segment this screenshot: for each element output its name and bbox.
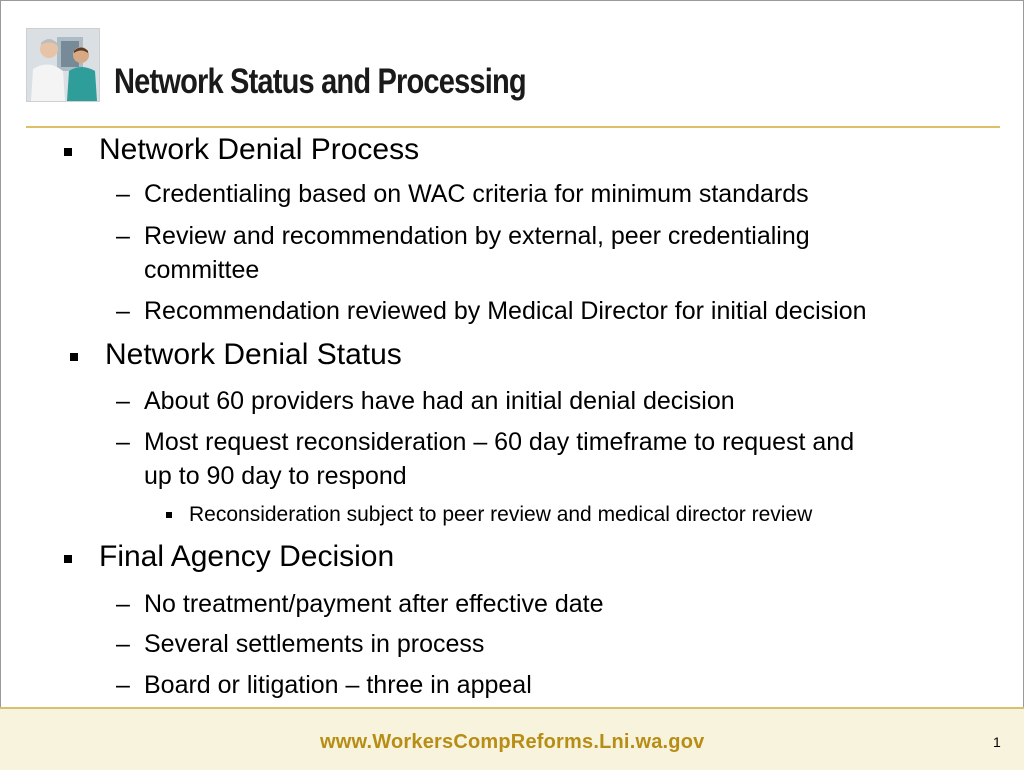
sub-bullet-text: Credentialing based on WAC criteria for minimum standards <box>144 180 809 208</box>
sub-bullet-text: No treatment/payment after effective date <box>144 590 604 618</box>
sub-bullet-text: Recommendation reviewed by Medical Director for initial decision <box>144 297 867 325</box>
page-number: 1 <box>993 734 1001 750</box>
bullet-text: Final Agency Decision <box>99 540 395 573</box>
sub-bullet-text: Several settlements in process <box>144 630 485 658</box>
sub-bullet-text-continued: up to 90 day to respond <box>144 462 407 490</box>
sub-bullet-text: Most request reconsideration – 60 day timeframe to request and <box>144 428 855 456</box>
sub-bullet-text: Review and recommendation by external, peer credentialing <box>144 222 810 250</box>
bullet-text: Network Denial Process <box>99 133 420 166</box>
footer-website-link[interactable]: www.WorkersCompReforms.Lni.wa.gov <box>320 731 705 753</box>
slide-footer <box>0 707 1024 770</box>
dash-bullet-icon: – <box>116 630 130 658</box>
dash-bullet-icon: – <box>116 671 130 699</box>
dash-bullet-icon: – <box>116 180 130 208</box>
square-bullet-icon <box>64 148 72 156</box>
sub-bullet-text-continued: committee <box>144 256 260 284</box>
dash-bullet-icon: – <box>116 297 130 325</box>
dash-bullet-icon: – <box>116 428 130 456</box>
sub-bullet-text: Board or litigation – three in appeal <box>144 671 532 699</box>
square-bullet-icon <box>166 512 172 518</box>
sub-sub-bullet-text: Reconsideration subject to peer review and medical director review <box>189 503 813 526</box>
sub-bullet-text: About 60 providers have had an initial denial decision <box>144 387 735 415</box>
square-bullet-icon <box>64 555 72 563</box>
dash-bullet-icon: – <box>116 222 130 250</box>
slide-title: Network Status and Processing <box>114 62 526 101</box>
square-bullet-icon <box>70 353 78 361</box>
bullet-text: Network Denial Status <box>105 338 402 371</box>
dash-bullet-icon: – <box>116 387 130 415</box>
dash-bullet-icon: – <box>116 590 130 618</box>
